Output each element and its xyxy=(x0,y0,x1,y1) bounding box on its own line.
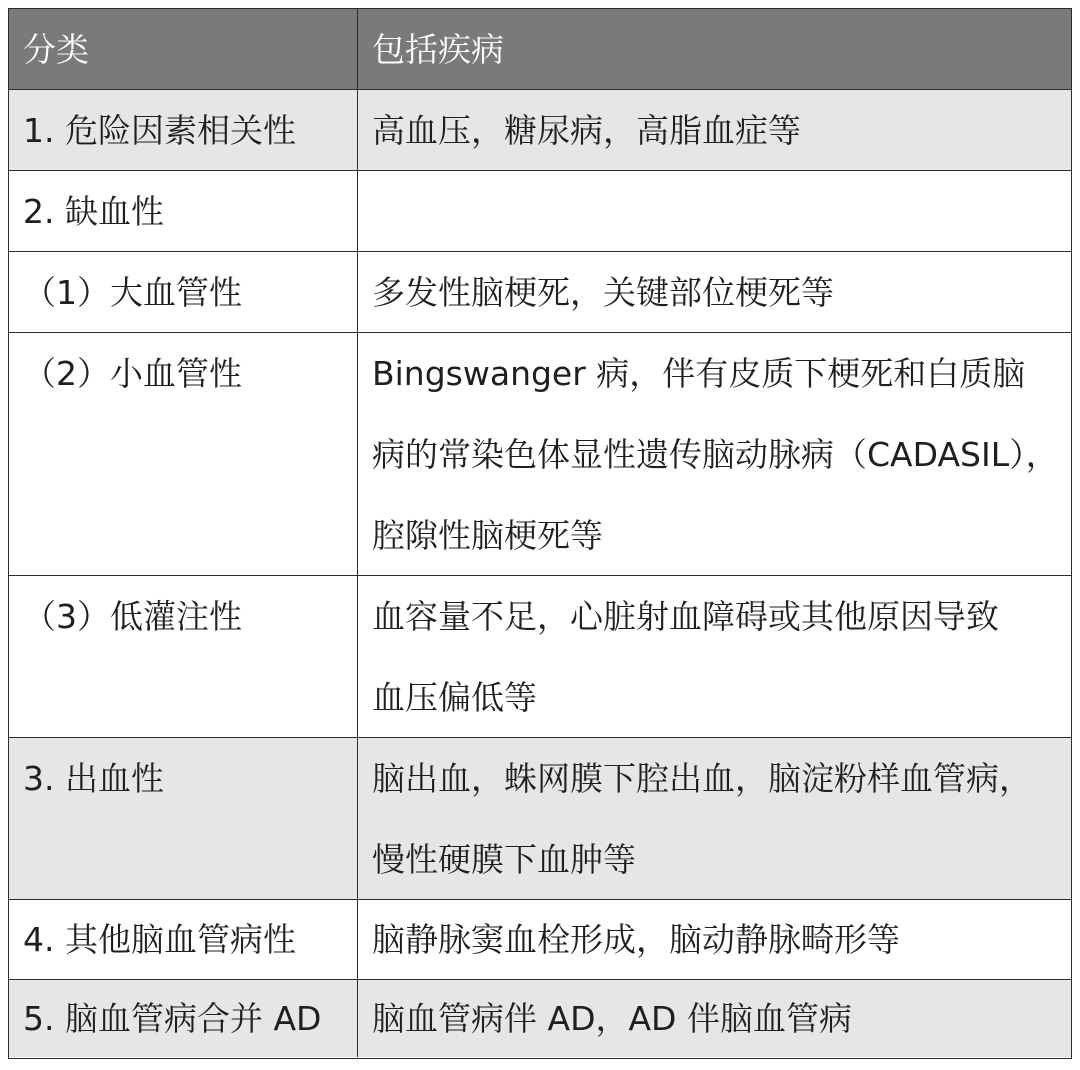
table-row xyxy=(9,738,1071,900)
row-includes xyxy=(358,900,1071,979)
row-includes xyxy=(358,252,1071,332)
table-row xyxy=(9,333,1071,576)
row-category: 5. 脑血管病合并 AD xyxy=(9,980,358,1057)
table-row xyxy=(9,171,1071,252)
row-category: 1. 危险因素相关性 xyxy=(9,90,358,170)
row-includes-line: 慢性硬膜下血肿等 xyxy=(372,840,636,879)
row-includes xyxy=(358,738,1071,899)
table-header-row xyxy=(9,9,1071,90)
row-includes-line: 脑静脉窦血栓形成，脑动静脉畸形等 xyxy=(372,920,900,959)
disease-classification-table xyxy=(8,8,1072,1059)
row-includes-line: 高血压，糖尿病，高脂血症等 xyxy=(372,111,801,150)
row-includes xyxy=(358,171,1071,251)
table-row xyxy=(9,252,1071,333)
row-category: （3）低灌注性 xyxy=(9,576,358,737)
row-includes-line: 腔隙性脑梗死等 xyxy=(372,516,603,555)
row-includes xyxy=(358,90,1071,170)
row-includes-line xyxy=(372,171,1071,252)
header-includes: 包括疾病 xyxy=(372,30,504,69)
row-includes-line: 病的常染色体显性遗传脑动脉病（CADASIL）， xyxy=(372,435,1059,474)
row-category: 4. 其他脑血管病性 xyxy=(9,900,358,979)
header-category: 分类 xyxy=(9,9,358,89)
row-category: 2. 缺血性 xyxy=(9,171,358,251)
row-includes-line: Bingswanger 病，伴有皮质下梗死和白质脑 xyxy=(372,354,1026,393)
row-includes xyxy=(358,576,1071,737)
row-includes-line: 血压偏低等 xyxy=(372,678,537,717)
row-category: （1）大血管性 xyxy=(9,252,358,332)
table-row xyxy=(9,900,1071,980)
row-includes-line: 脑出血，蛛网膜下腔出血，脑淀粉样血管病， xyxy=(372,759,1032,798)
row-includes-line: 多发性脑梗死，关键部位梗死等 xyxy=(372,273,834,312)
row-includes-line: 脑血管病伴 AD，AD 伴脑血管病 xyxy=(372,999,852,1038)
row-category: （2）小血管性 xyxy=(9,333,358,575)
row-includes-line: 血容量不足，心脏射血障碍或其他原因导致 xyxy=(372,597,999,636)
table-row xyxy=(9,90,1071,171)
row-includes xyxy=(358,333,1071,575)
row-includes xyxy=(358,980,1071,1057)
table-row xyxy=(9,576,1071,738)
row-category: 3. 出血性 xyxy=(9,738,358,899)
table-row xyxy=(9,980,1071,1057)
